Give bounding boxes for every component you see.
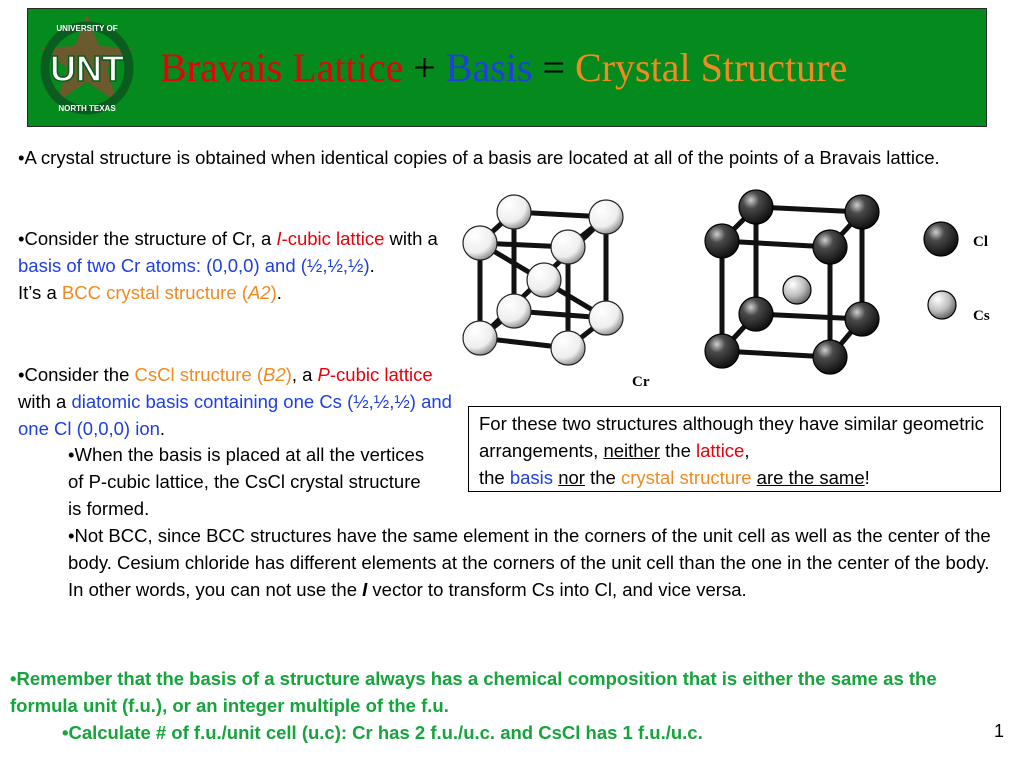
- cl-atom: [705, 224, 739, 258]
- cscl-cell: [705, 190, 879, 374]
- cscl-text-h: with a: [18, 391, 72, 412]
- cr-bcc-cell: [463, 195, 650, 390]
- callout-nor: nor: [558, 467, 585, 488]
- cr-atom: [497, 195, 531, 229]
- cr-a2: A2: [247, 282, 271, 303]
- cscl-p-symbol: P: [317, 364, 330, 385]
- cscl-text-e: , a: [291, 364, 318, 385]
- not-bcc-text-1: •Not BCC, since BCC structures have the same element in the corners of the unit cell as well as the center of the body. Cesium chloride has different elements at the corners of the unit cell than the one in the center of the body. In other words, you can not use the: [68, 525, 991, 600]
- cscl-text-a: •Consider the: [18, 364, 135, 385]
- cr-atom: [463, 226, 497, 260]
- callout-comma: ,: [744, 440, 750, 461]
- cr-basis: basis of two Cr atoms: (0,0,0) and (½,½,½): [18, 255, 370, 276]
- cr-atom: [463, 321, 497, 355]
- title-bravais-lattice: Bravais Lattice: [160, 45, 404, 90]
- calculate-note: •Calculate # of f.u./unit cell (u.c): Cr has 2 f.u./u.c. and CsCl has 1 f.u./u.c.: [62, 722, 703, 743]
- cl-atom: [813, 230, 847, 264]
- cr-label: Cr: [632, 374, 650, 390]
- callout-exclamation: !: [864, 467, 870, 488]
- cr-text-a: •Consider the structure of Cr, a: [18, 228, 277, 249]
- cl-atom: [845, 195, 879, 229]
- cscl-paren: ): [285, 364, 292, 385]
- cr-atom: [589, 301, 623, 335]
- not-bcc-i-vector: I: [362, 579, 368, 600]
- cscl-lattice: -cubic lattice: [329, 364, 433, 385]
- cl-atom: [813, 340, 847, 374]
- not-bcc-text-2: vector to transform Cs into Cl, and vice versa.: [367, 579, 747, 600]
- sub-bullet-not-bcc: [68, 522, 1008, 603]
- legend-cl-label: Cl: [973, 234, 988, 250]
- cr-text-d: with a: [384, 228, 438, 249]
- sub-bullet-vertices: •When the basis is placed at all the vertices of P-cubic lattice, the CsCl crystal structure is formed.: [68, 444, 425, 519]
- legend-cs-swatch: [928, 291, 956, 319]
- bullet-cscl: [18, 361, 468, 442]
- callout-crystal-structure: crystal structure: [620, 467, 752, 488]
- cscl-text-j: .: [159, 418, 166, 439]
- cr-atoms: [463, 195, 623, 365]
- logo-bottom-text: NORTH TEXAS: [58, 104, 116, 113]
- cr-atom-center: [527, 263, 561, 297]
- callout-neither: neither: [603, 440, 661, 461]
- cr-text-f: .: [369, 255, 375, 276]
- title-crystal-structure: Crystal Structure: [575, 45, 848, 90]
- cl-atom: [739, 297, 773, 331]
- callout-box: [468, 406, 1001, 492]
- cr-text-k: .: [276, 282, 282, 303]
- cr-atom: [551, 230, 585, 264]
- cr-atom: [497, 294, 531, 328]
- cr-lattice: -cubic lattice: [281, 228, 385, 249]
- unt-logo: [27, 8, 152, 127]
- title-equals: =: [532, 45, 576, 90]
- callout-text-c: the: [660, 440, 697, 461]
- callout-text-a: For these two structures although they have similar geometric arrangements,: [479, 413, 984, 461]
- logo-main-text: UNT: [50, 48, 124, 89]
- cscl-basis: diatomic basis containing one Cs (½,½,½) and one Cl (0,0,0) ion: [18, 391, 452, 439]
- cl-atom: [739, 190, 773, 224]
- legend-cs-label: Cs: [973, 308, 990, 324]
- cr-atom: [551, 331, 585, 365]
- callout-basis: basis: [509, 467, 554, 488]
- cr-i-symbol: I: [276, 228, 282, 249]
- legend-cl-swatch: [924, 222, 958, 256]
- bullet-intro: •A crystal structure is obtained when identical copies of a basis are located at all of the points of a Bravais lattice.: [18, 147, 940, 168]
- title-plus: +: [403, 45, 446, 90]
- page-number: 1: [993, 721, 1004, 741]
- cscl-b2: B2: [263, 364, 286, 385]
- cr-bcc: BCC crystal structure (: [61, 282, 248, 303]
- cr-text-g: It’s a: [18, 282, 62, 303]
- title-basis: Basis: [445, 45, 533, 90]
- bullet-cr: [18, 225, 458, 306]
- figure-legend: [924, 222, 990, 324]
- callout-text-j: the: [584, 467, 621, 488]
- callout-text-f: the: [479, 467, 510, 488]
- cs-atom-center: [783, 276, 811, 304]
- cr-atom: [589, 200, 623, 234]
- callout-are-the-same: are the same: [756, 467, 865, 488]
- logo-top-text: UNIVERSITY OF: [56, 24, 118, 33]
- crystal-structures-figure: [460, 185, 1005, 395]
- cl-atom: [845, 302, 879, 336]
- slide-title: [160, 44, 847, 92]
- cscl-atoms: [705, 190, 879, 374]
- cr-paren: ): [270, 282, 277, 303]
- callout-lattice: lattice: [696, 440, 745, 461]
- cscl-structure: CsCl structure (: [134, 364, 264, 385]
- cl-atom: [705, 334, 739, 368]
- remember-note: •Remember that the basis of a structure always has a chemical composition that is either the same as the formula unit (f.u.), or an integer multiple of the f.u.: [10, 668, 937, 716]
